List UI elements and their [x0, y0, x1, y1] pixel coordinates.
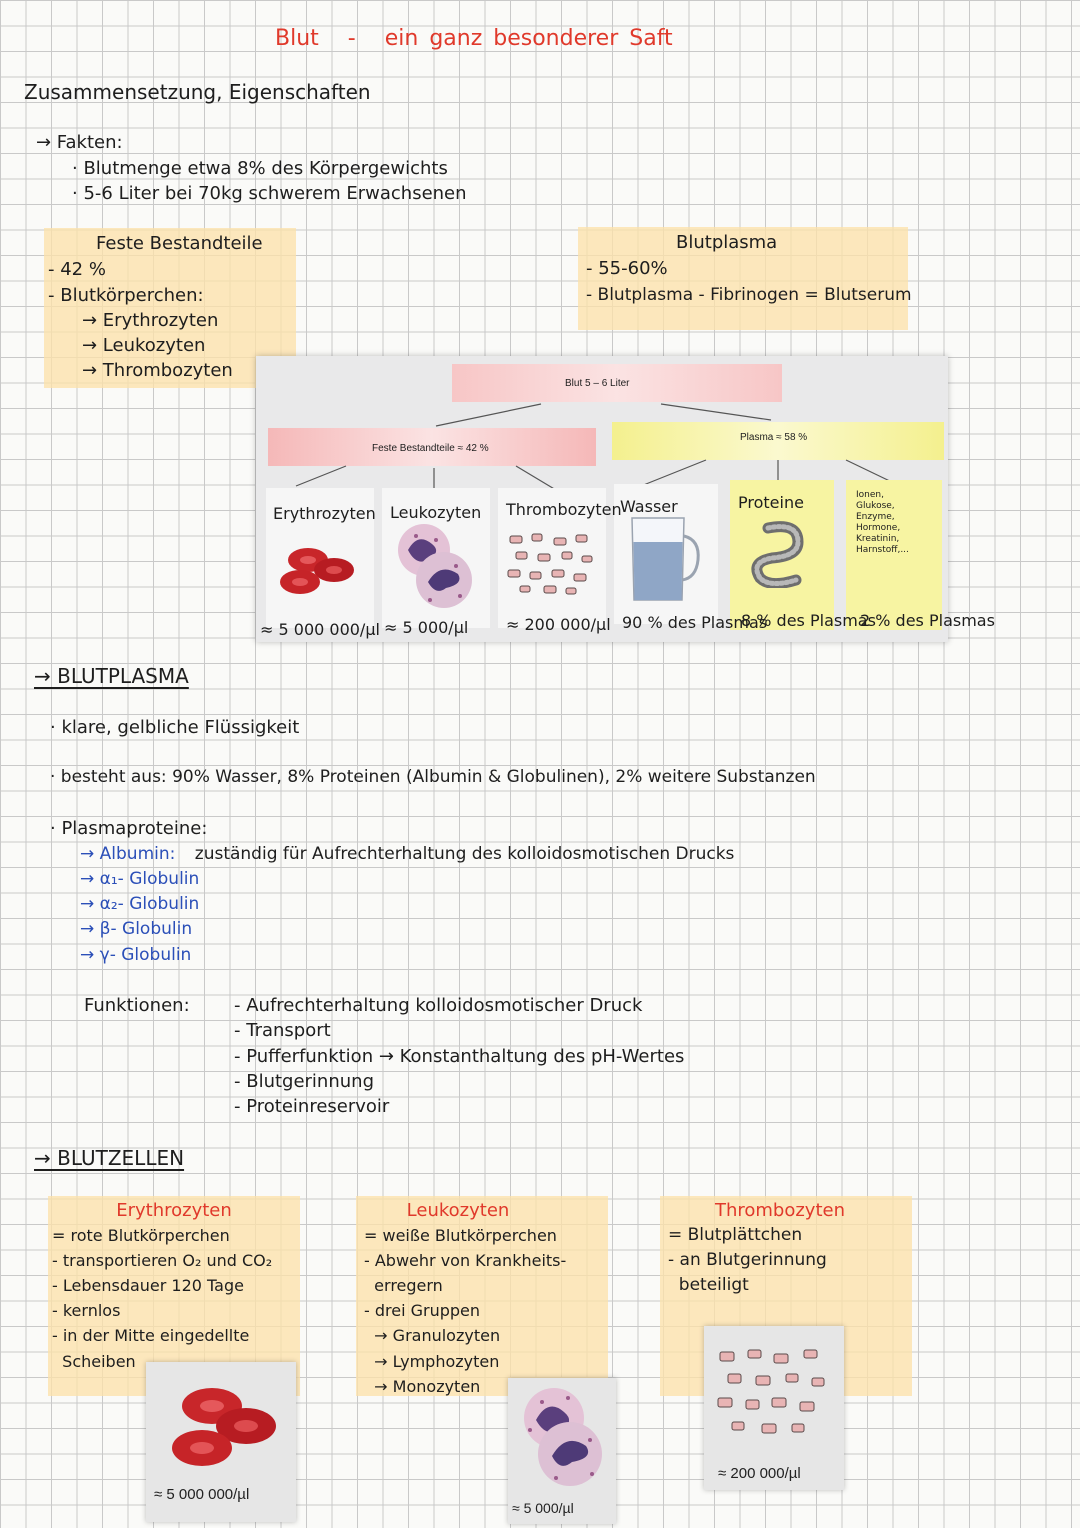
ery-line-2: - transportieren O₂ und CO₂: [52, 1251, 273, 1270]
function-5: - Proteinreservoir: [234, 1096, 390, 1117]
diagram-col-name-2: Leukozyten: [390, 503, 482, 522]
diagram-solids-label: Feste Bestandteile ≈ 42 %: [372, 443, 489, 454]
plasma-bullet-3: · Plasmaproteine:: [50, 818, 208, 839]
diagram-col-name-3: Thrombozyten: [506, 500, 622, 519]
thrombocytes-count: ≈ 200 000/µl: [718, 1465, 801, 1482]
diagram-col-value-6: 2 % des Plasmas: [860, 611, 995, 630]
thr-line-3: beteiligt: [668, 1275, 749, 1295]
fact-item-2: · 5-6 Liter bei 70kg schwerem Erwachsenen: [72, 183, 467, 204]
functions-label: Funktionen:: [84, 995, 190, 1016]
diagram-col-name-6: Ionen, Glukose, Enzyme, Hormone, Kreatinin, Harnstoff,...: [856, 490, 909, 555]
title-part-2: ein ganz besonderer Saft: [384, 26, 673, 51]
title-dash: -: [347, 26, 356, 51]
globulin-1: → α₁- Globulin: [80, 869, 200, 889]
albumin-label: → Albumin:: [80, 844, 176, 864]
water-glass-illustration: [626, 512, 706, 606]
function-4: - Blutgerinnung: [234, 1071, 374, 1092]
solids-box-title: Feste Bestandteile: [96, 233, 263, 254]
title-part-1: Blut: [275, 26, 319, 51]
globulin-3: → β- Globulin: [80, 919, 193, 939]
solids-line-4: → Leukozyten: [82, 335, 206, 356]
ery-line-4: - kernlos: [52, 1301, 121, 1320]
leu-line-7: → Monozyten: [364, 1377, 481, 1396]
leu-line-3: erregern: [364, 1276, 443, 1295]
diagram-root-label: Blut 5 – 6 Liter: [565, 378, 630, 389]
function-2: - Transport: [234, 1020, 331, 1041]
globulin-2: → α₂- Globulin: [80, 894, 200, 914]
thr-line-2: - an Blutgerinnung: [668, 1250, 827, 1270]
ery-line-6: Scheiben: [52, 1352, 136, 1371]
leukocytes-card-title: Leukozyten: [406, 1200, 510, 1221]
thrombocytes-card-title: Thrombozyten: [714, 1200, 846, 1221]
thrombocytes-illustration: [502, 530, 602, 600]
blutzellen-heading: → BLUTZELLEN: [34, 1146, 185, 1170]
diagram-col-value-3: ≈ 200 000/µl: [506, 615, 611, 634]
albumin-text: zuständig für Aufrechterhaltung des kolloidosmotischen Drucks: [194, 844, 735, 864]
globulin-4: → γ- Globulin: [80, 945, 192, 965]
albumin-row: [80, 842, 734, 867]
plasma-line-2: - Blutplasma - Fibrinogen = Blutserum: [586, 285, 912, 305]
page-title: [275, 26, 673, 51]
erythrocytes-card-title: Erythrozyten: [116, 1200, 232, 1221]
facts-heading: → Fakten:: [36, 132, 123, 153]
plasma-box-title: Blutplasma: [676, 232, 778, 253]
leu-line-2: - Abwehr von Krankheits-: [364, 1251, 567, 1270]
erythrocytes-illustration: [270, 540, 370, 600]
function-3: - Pufferfunktion → Konstanthaltung des pH-Wertes: [234, 1046, 685, 1067]
plasma-bullet-1: · klare, gelbliche Flüssigkeit: [50, 717, 300, 738]
function-1: - Aufrechterhaltung kolloidosmotischer Druck: [234, 995, 643, 1016]
diagram-col-value-2: ≈ 5 000/µl: [384, 618, 469, 637]
leukocytes-illustration: [386, 520, 486, 615]
solids-line-2: - Blutkörperchen:: [48, 285, 204, 306]
plasma-line-1: - 55-60%: [586, 258, 668, 279]
protein-chain-illustration: [748, 518, 818, 588]
ery-line-3: - Lebensdauer 120 Tage: [52, 1276, 244, 1295]
ery-line-1: = rote Blutkörperchen: [52, 1226, 230, 1245]
leu-line-1: = weiße Blutkörperchen: [364, 1226, 557, 1245]
subtitle: Zusammensetzung, Eigenschaften: [24, 80, 371, 104]
erythrocytes-count: ≈ 5 000 000/µl: [154, 1486, 250, 1503]
diagram-col-value-5: 8 % des Plasmas: [741, 611, 876, 630]
diagram-plasma-label: Plasma ≈ 58 %: [740, 432, 808, 443]
leu-line-5: → Granulozyten: [364, 1326, 501, 1345]
plasma-bullet-2: · besteht aus: 90% Wasser, 8% Proteinen (Albumin & Globulinen), 2% weitere Substanzen: [50, 767, 816, 787]
solids-line-5: → Thrombozyten: [82, 360, 233, 381]
diagram-col-value-1: ≈ 5 000 000/µl: [260, 620, 380, 639]
solids-line-3: → Erythrozyten: [82, 310, 219, 331]
leukocytes-count: ≈ 5 000/µl: [512, 1500, 574, 1516]
diagram-col-value-4: 90 % des Plasmas: [622, 613, 768, 632]
ery-line-5: - in der Mitte eingedellte: [52, 1326, 250, 1345]
blutplasma-heading: → BLUTPLASMA: [34, 664, 189, 688]
diagram-col-name-4: Wasser: [620, 497, 678, 516]
thr-line-1: = Blutplättchen: [668, 1225, 803, 1245]
fact-item-1: · Blutmenge etwa 8% des Körpergewichts: [72, 158, 448, 179]
diagram-col-name-5: Proteine: [738, 493, 804, 512]
solids-line-1: - 42 %: [48, 259, 106, 280]
leu-line-4: - drei Gruppen: [364, 1301, 481, 1320]
diagram-col-name-1: Erythrozyten: [273, 504, 376, 523]
leukocytes-photo-illustration: [512, 1384, 612, 1494]
leu-line-6: → Lymphozyten: [364, 1352, 500, 1371]
erythrocytes-photo-illustration: [156, 1378, 286, 1478]
thrombocytes-photo-illustration: [712, 1344, 836, 1444]
